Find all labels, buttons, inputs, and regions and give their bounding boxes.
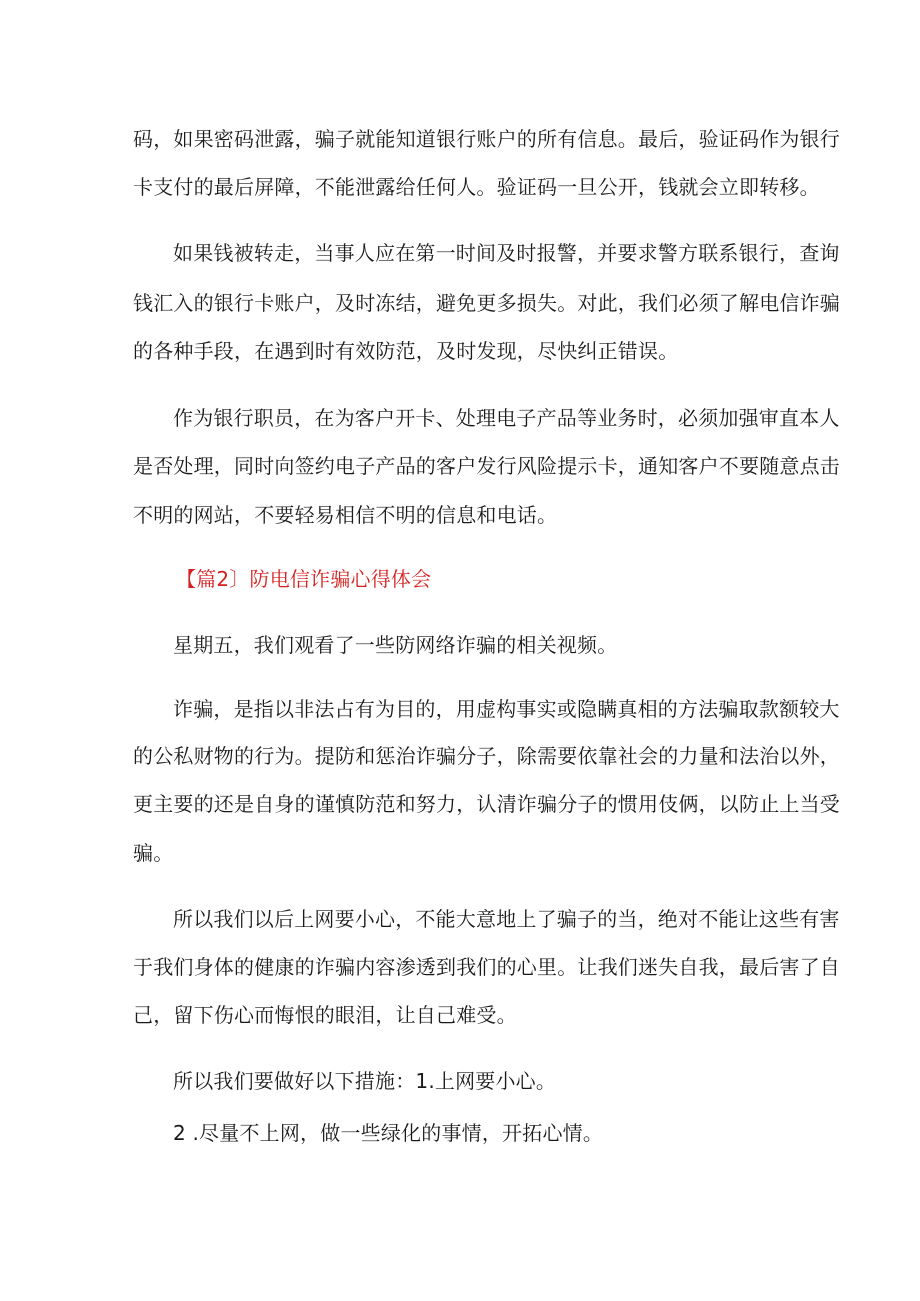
paragraph-line: 卡支付的最后屏障，不能泄露给任何人。验证码一旦公开，钱就会立即转移。 <box>133 175 820 199</box>
paragraph-line: 作为银行职员，在为客户开卡、处理电子产品等业务时，必须加强审直本人 <box>173 406 840 430</box>
paragraph-line: 的各种手段，在遇到时有效防范，及时发现，尽快纠正错误。 <box>133 339 679 363</box>
paragraph-line: 于我们身体的健康的诈骗内容渗透到我们的心里。让我们迷失自我，最后害了自 <box>133 955 840 979</box>
paragraph-line: 如果钱被转走，当事人应在第一时间及时报警，并要求警方联系银行，查询 <box>173 241 840 265</box>
paragraph-line: 2 .尽量不上网，做一些绿化的事情，开拓心情。 <box>173 1121 604 1145</box>
paragraph-line: 诈骗，是指以非法占有为目的，用虚构事实或隐瞒真相的方法骗取款额较大 <box>173 697 840 721</box>
paragraph-line: 更主要的还是自身的谨慎防范和努力，认清诈骗分子的惯用伎俩，以防止上当受 <box>133 792 840 816</box>
paragraph-line: 不明的网站，不要轻易相信不明的信息和电话。 <box>133 503 558 527</box>
paragraph-line: 是否处理，同时向签约电子产品的客户发行风险提示卡，通知客户不要随意点击 <box>133 454 840 478</box>
paragraph-line: 码，如果密码泄露，骗子就能知道银行账户的所有信息。最后，验证码作为银行 <box>133 127 840 151</box>
paragraph-line: 所以我们要做好以下措施：1.上网要小心。 <box>173 1069 557 1093</box>
paragraph-line: 骗。 <box>133 841 174 865</box>
paragraph-line: 的公私财物的行为。提防和惩治诈骗分子，除需要依靠社会的力量和法治以外， <box>133 744 840 768</box>
paragraph-line: 所以我们以后上网要小心，不能大意地上了骗子的当，绝对不能让这些有害 <box>173 907 840 931</box>
paragraph-line: 钱汇入的银行卡账户，及时冻结，避免更多损失。对此，我们必须了解电信诈骗 <box>133 291 840 315</box>
paragraph-line: 星期五，我们观看了一些防网络诈骗的相关视频。 <box>173 633 618 657</box>
section-heading: 【篇2〕防电信诈骗心得体会 <box>176 567 432 591</box>
paragraph-line: 己，留下伤心而悔恨的眼泪，让自己难受。 <box>133 1003 517 1027</box>
